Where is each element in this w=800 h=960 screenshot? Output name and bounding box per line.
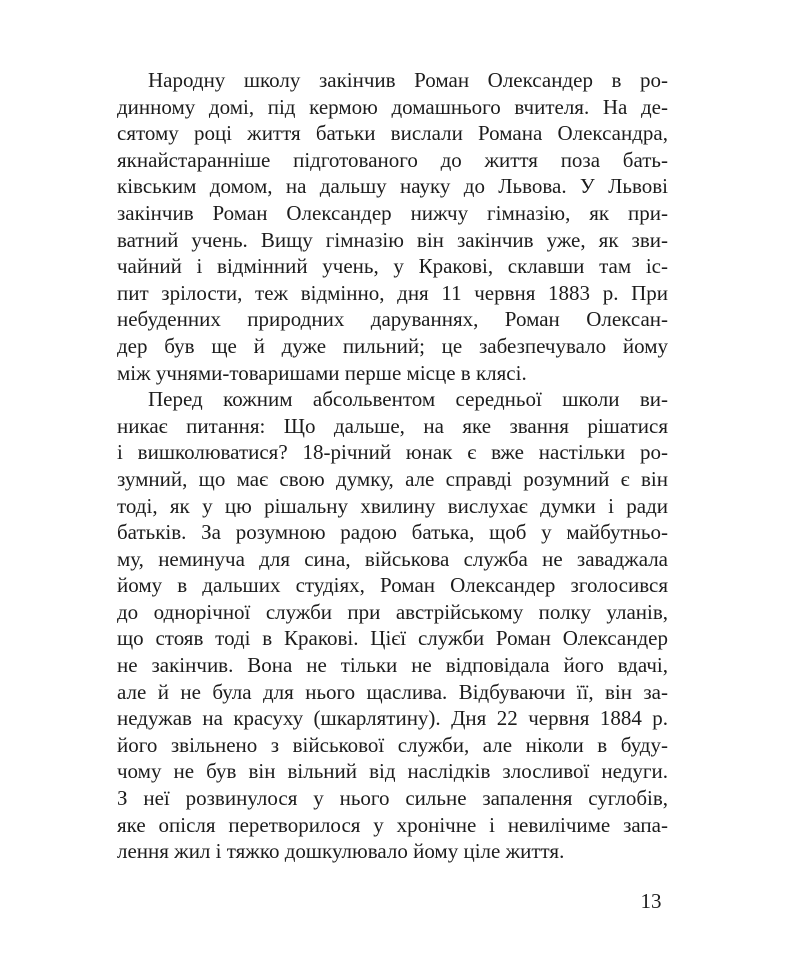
body-text (117, 67, 668, 865)
text-line: лення жил і тяжко дошкулювало йому ціле життя. (117, 839, 565, 864)
text-line: Перед кожним абсольвентом середньої школи ви- (148, 387, 668, 412)
text-line: не закінчив. Вона не тільки не відповідала його вдачі, (117, 653, 668, 678)
text-line: якнайстаранніше підготованого до життя поза бать- (117, 147, 668, 172)
text-line: що стояв тоді в Кракові. Цієї служби Роман Олександер (117, 626, 668, 651)
text-line: чайний і відмінний учень, у Кракові, склавши там іс- (117, 254, 668, 279)
text-line: Народну школу закінчив Роман Олександер в ро- (148, 68, 668, 92)
text-line: никає питання: Що дальше, на яке звання рішатися (117, 413, 668, 438)
text-line: недужав на красуху (шкарлятину). Дня 22 червня 1884 р. (117, 706, 668, 731)
text-line: яке опісля перетворилося у хронічне і невилічиме запа- (117, 812, 668, 837)
text-line: батьків. За розумною радою батька, щоб у майбутньо- (117, 520, 668, 545)
text-line: до однорічної служби при австрійському полку уланів, (117, 599, 668, 624)
text-line: йому в дальших студіях, Роман Олександер зголосився (117, 573, 668, 598)
text-line: небуденних природних даруваннях, Роман Олексан- (117, 307, 668, 332)
text-line: тоді, як у цю рішальну хвилину вислухає думки і ради (117, 493, 668, 518)
text-line: і вишколюватися? 18-річний юнак є вже настільки ро- (117, 440, 668, 465)
text-line: між учнями-товаришами перше місце в клясі. (117, 360, 527, 385)
text-line: його звільнено з військової служби, але ніколи в буду- (117, 732, 668, 757)
page-number: 13 (640, 889, 662, 913)
text-line: му, неминуча для сина, військова служба не заваджала (117, 546, 668, 571)
text-line: але й не була для нього щаслива. Відбуваючи її, він за- (117, 679, 668, 704)
text-line: ватний учень. Вищу гімназію він закінчив уже, як зви- (117, 227, 668, 252)
text-line: динному домі, під кермою домашнього вчителя. На де- (117, 94, 668, 119)
text-line: ківським домом, на дальшу науку до Львова. У Львові (117, 174, 668, 199)
text-line: З неї розвинулося у нього сильне запалення суглобів, (117, 786, 668, 811)
text-line: зумний, що має свою думку, але справді розумний є він (117, 466, 668, 491)
text-line: дер був ще й дуже пильний; це забезпечувало йому (117, 333, 668, 358)
text-line: закінчив Роман Олександер нижчу гімназію, як при- (117, 200, 668, 225)
text-line: чому не був він вільний від наслідків злосливої недуги. (117, 759, 668, 784)
text-line: пит зрілости, теж відмінно, дня 11 червня 1883 р. При (117, 280, 668, 305)
text-line: сятому році життя батьки вислали Романа Олександра, (117, 121, 668, 146)
